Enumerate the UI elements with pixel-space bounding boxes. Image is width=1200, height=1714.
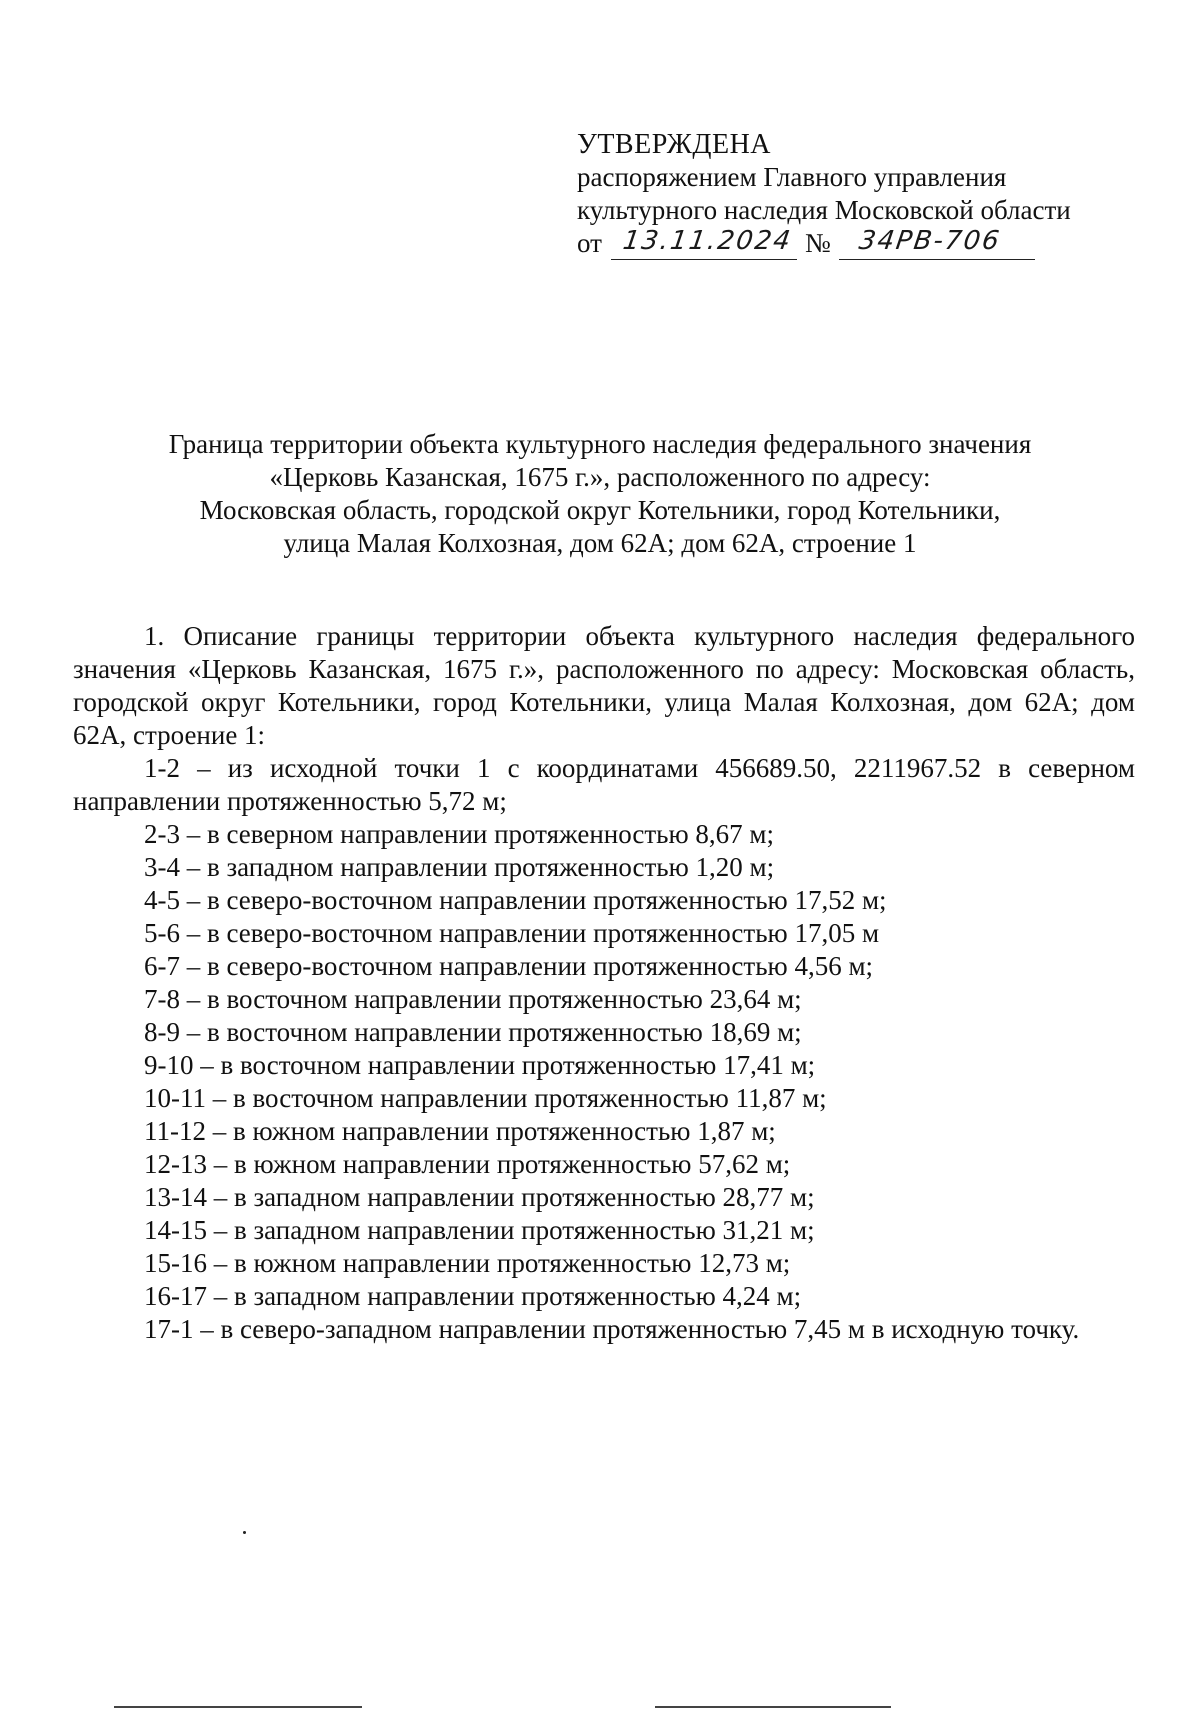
boundary-segment-list <box>73 752 1135 1346</box>
scan-edge-mark-left <box>114 1706 362 1708</box>
intro-paragraph: 1. Описание границы территории объекта культурного наследия федерального значения «Церковь Казанская, 1675 г.», расположенного по адресу: Московская область, городской округ Котельники, город Котельники, улица Малая Колхозная, дом 62А; дом 62А, строение 1: <box>73 621 1135 750</box>
segment-item: 8-9 – в восточном направлении протяженностью 18,69 м; <box>144 1017 802 1047</box>
segment-item: 11-12 – в южном направлении протяженностью 1,87 м; <box>144 1116 776 1146</box>
segment-item: 5-6 – в северо-восточном направлении протяженностью 17,05 м <box>144 918 880 948</box>
segment-item: 16-17 – в западном направлении протяженностью 4,24 м; <box>144 1281 802 1311</box>
date-label: от <box>577 228 602 258</box>
number-handwritten: 34РВ-706 <box>856 226 1003 256</box>
segment-item: 10-11 – в восточном направлении протяженностью 11,87 м; <box>144 1083 827 1113</box>
segment-item: 17-1 – в северо-западном направлении протяженностью 7,45 м в исходную точку. <box>144 1314 1080 1344</box>
segment-item: 14-15 – в западном направлении протяженностью 31,21 м; <box>144 1215 815 1245</box>
segment-item: 1-2 – из исходной точки 1 с координатами 456689.50, 2211967.52 в северном направлении протяженностью 5,72 м; <box>73 753 1135 816</box>
segment-item: 13-14 – в западном направлении протяженностью 28,77 м; <box>144 1182 815 1212</box>
approval-authority-line-1: распоряжением Главного управления <box>577 162 1007 192</box>
approval-heading: УТВЕРЖДЕНА <box>577 129 772 160</box>
approval-date-number-row <box>577 227 1137 265</box>
title-line-3: Московская область, городской округ Котельники, город Котельники, <box>199 495 1001 525</box>
segment-item: 9-10 – в восточном направлении протяженностью 17,41 м; <box>144 1050 816 1080</box>
title-line-4: улица Малая Колхозная, дом 62А; дом 62А, строение 1 <box>283 528 917 558</box>
segment-item: 2-3 – в северном направлении протяженностью 8,67 м; <box>144 819 775 849</box>
segment-item: 3-4 – в западном направлении протяженностью 1,20 м; <box>144 852 775 882</box>
number-label: № <box>805 228 831 258</box>
title-line-2: «Церковь Казанская, 1675 г.», расположенного по адресу: <box>269 462 931 492</box>
segment-item: 7-8 – в восточном направлении протяженностью 23,64 м; <box>144 984 802 1014</box>
approval-block <box>577 128 1137 265</box>
approval-authority-line-2: культурного наследия Московской области <box>577 195 1071 225</box>
title-line-1: Граница территории объекта культурного наследия федерального значения <box>168 429 1032 459</box>
segment-item: 6-7 – в северо-восточном направлении протяженностью 4,56 м; <box>144 951 874 981</box>
scan-speck <box>243 1531 246 1534</box>
document-body <box>73 620 1135 1346</box>
document-title <box>60 428 1140 560</box>
segment-item: 4-5 – в северо-восточном направлении протяженностью 17,52 м; <box>144 885 887 915</box>
date-handwritten: 13.11.2024 <box>620 226 795 256</box>
segment-item: 12-13 – в южном направлении протяженностью 57,62 м; <box>144 1149 791 1179</box>
scan-edge-mark-right <box>655 1706 891 1708</box>
segment-item: 15-16 – в южном направлении протяженностью 12,73 м; <box>144 1248 791 1278</box>
